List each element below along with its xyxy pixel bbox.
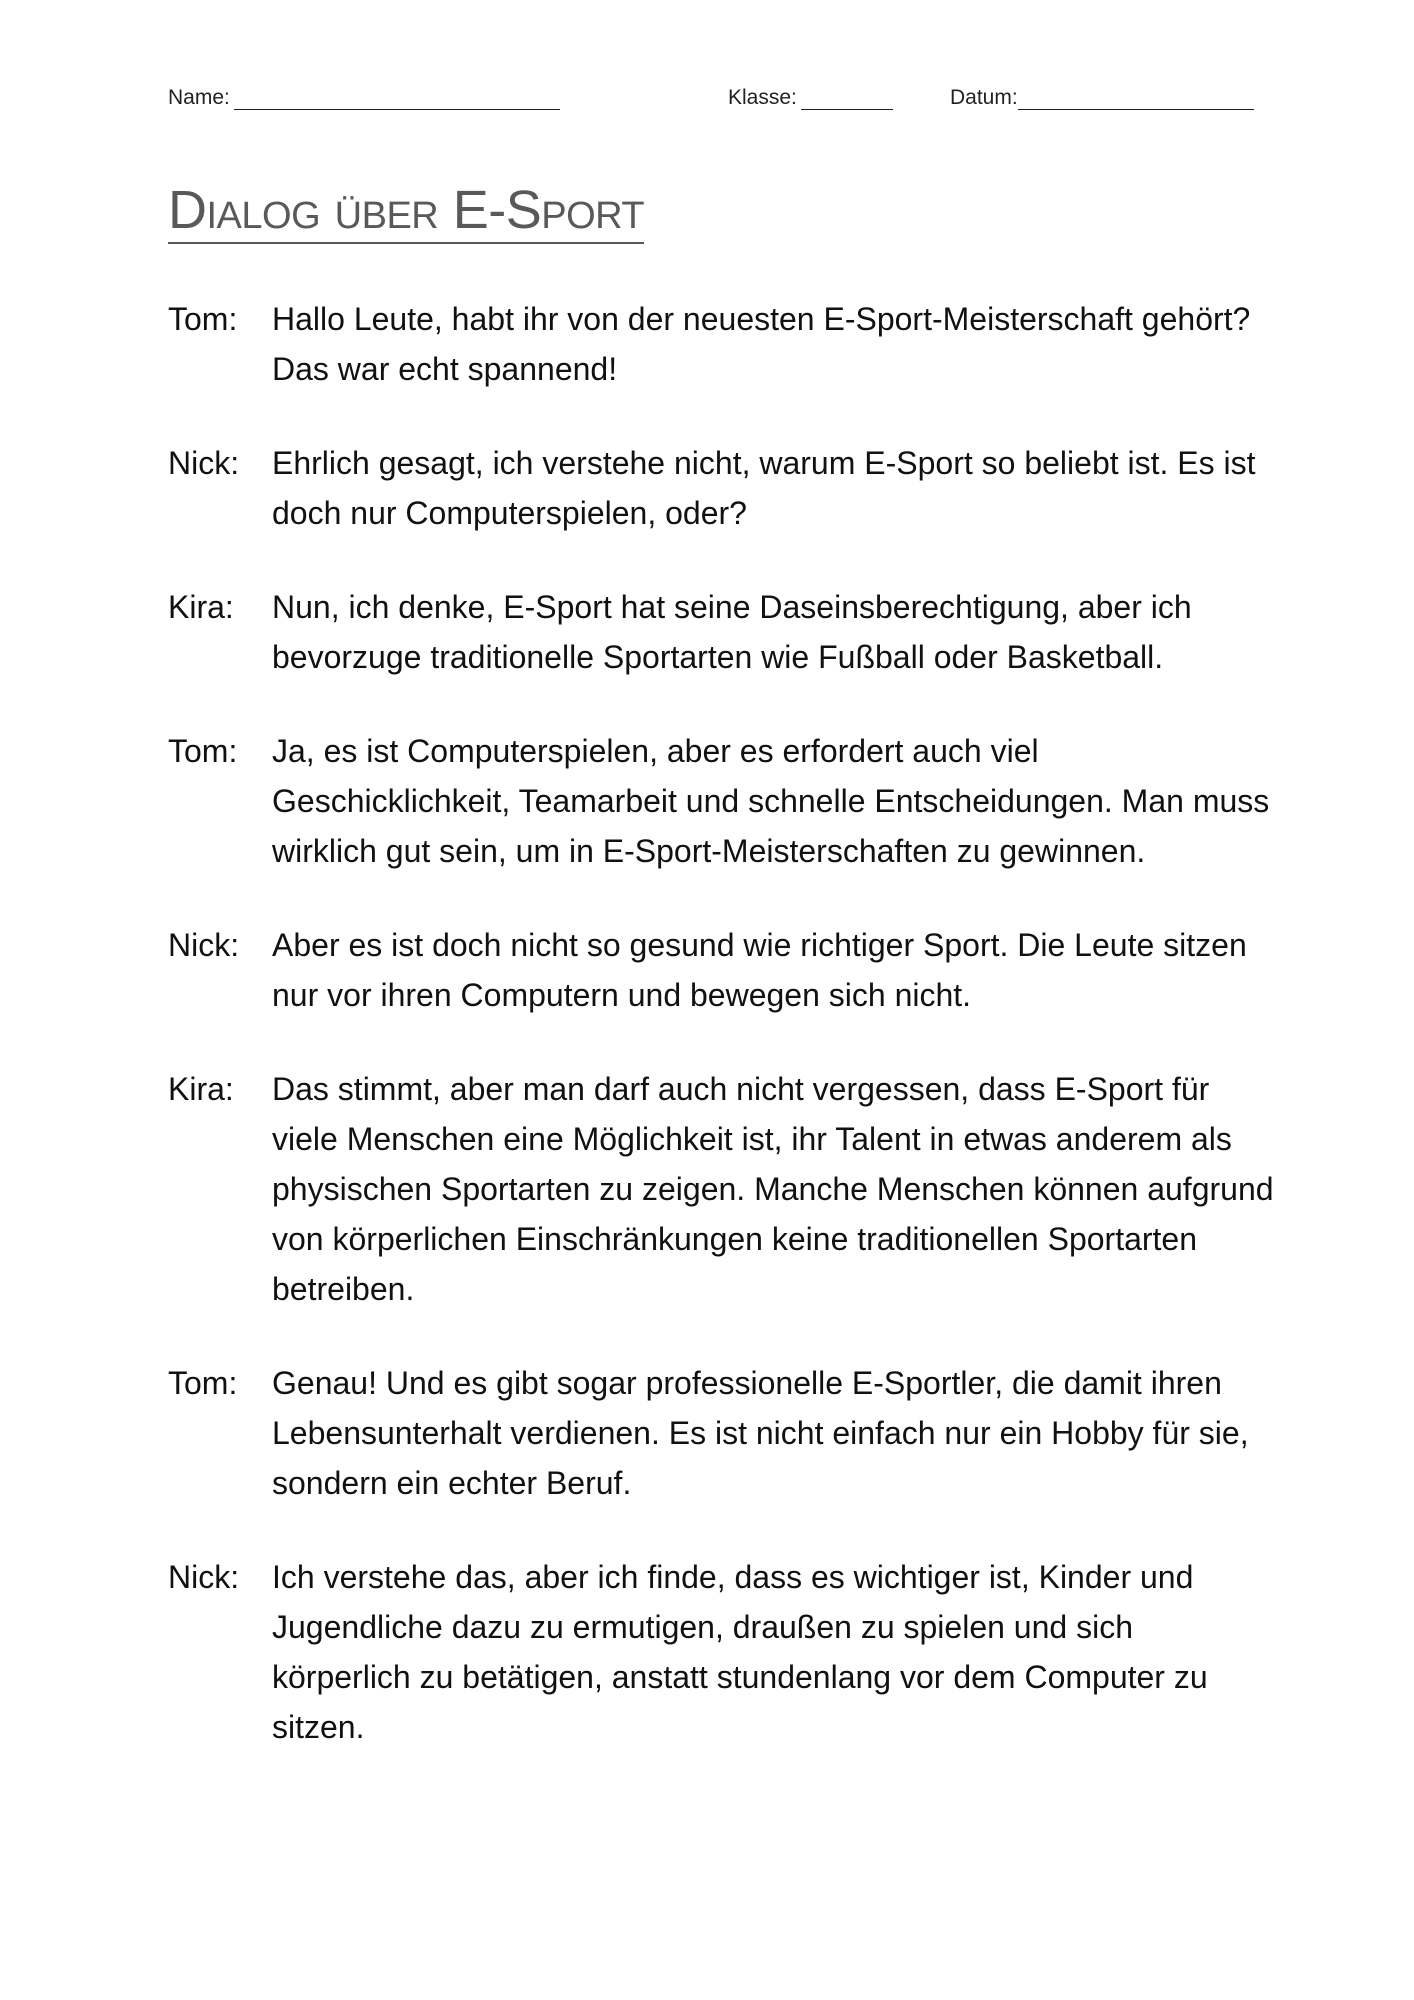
name-blank-line	[234, 87, 560, 110]
speaker-name: Kira:	[168, 1071, 234, 1107]
name-field	[168, 86, 560, 110]
utterance-text: Ja, es ist Computerspielen, aber es erfordert auch viel Geschicklichkeit, Teamarbeit und schnelle Entscheidungen. Man muss wirklich gut sein, um in E-Sport-Meisterschaften zu gewinnen.	[272, 733, 1270, 869]
utterance-text: Das stimmt, aber man darf auch nicht vergessen, dass E-Sport für viele Menschen eine Möglichkeit ist, ihr Talent in etwas anderem als physischen Sportarten zu zeigen. Manche Menschen können aufgrund von körperlichen Einschränkungen keine traditionellen Sportarten betreiben.	[272, 1071, 1274, 1307]
page-title: Dialog über E-Sport	[168, 180, 644, 244]
date-label: Datum:	[950, 86, 1018, 109]
utterance-text: Ich verstehe das, aber ich finde, dass es wichtiger ist, Kinder und Jugendliche dazu zu ermutigen, draußen zu spielen und sich körperlich zu betätigen, anstatt stundenlang vor dem Computer zu sitzen.	[272, 1559, 1208, 1745]
utterance-text: Aber es ist doch nicht so gesund wie richtiger Sport. Die Leute sitzen nur vor ihren Computern und bewegen sich nicht.	[272, 927, 1247, 1013]
dialog-turn	[168, 1358, 1278, 1508]
speaker-name: Kira:	[168, 589, 234, 625]
dialog-turn	[168, 438, 1278, 538]
utterance-text: Nun, ich denke, E-Sport hat seine Daseinsberechtigung, aber ich bevorzuge traditionelle Sportarten wie Fußball oder Basketball.	[272, 589, 1192, 675]
dialog-turn	[168, 920, 1278, 1020]
date-blank-line	[1018, 87, 1254, 110]
dialog-turn	[168, 726, 1278, 876]
utterance-text: Hallo Leute, habt ihr von der neuesten E-Sport-Meisterschaft gehört? Das war echt spannend!	[272, 301, 1251, 387]
speaker-name: Nick:	[168, 1559, 240, 1595]
speaker-name: Tom:	[168, 301, 238, 337]
dialog-turn	[168, 294, 1278, 394]
utterance-text: Genau! Und es gibt sogar professionelle E-Sportler, die damit ihren Lebensunterhalt verdienen. Es ist nicht einfach nur ein Hobby für sie, sondern ein echter Beruf.	[272, 1365, 1249, 1501]
speaker-name: Tom:	[168, 1365, 238, 1401]
dialog-list	[168, 294, 1278, 1796]
class-label: Klasse:	[728, 86, 797, 109]
speaker-name: Nick:	[168, 927, 240, 963]
utterance-text: Ehrlich gesagt, ich verstehe nicht, warum E-Sport so beliebt ist. Es ist doch nur Computerspielen, oder?	[272, 445, 1256, 531]
dialog-turn	[168, 582, 1278, 682]
dialog-turn	[168, 1064, 1278, 1314]
speaker-name: Tom:	[168, 733, 238, 769]
class-blank-line	[801, 87, 893, 110]
worksheet-header	[168, 86, 1268, 116]
date-field	[950, 86, 1254, 110]
name-label: Name:	[168, 86, 230, 109]
class-field	[728, 86, 893, 110]
speaker-name: Nick:	[168, 445, 240, 481]
dialog-turn	[168, 1552, 1278, 1752]
